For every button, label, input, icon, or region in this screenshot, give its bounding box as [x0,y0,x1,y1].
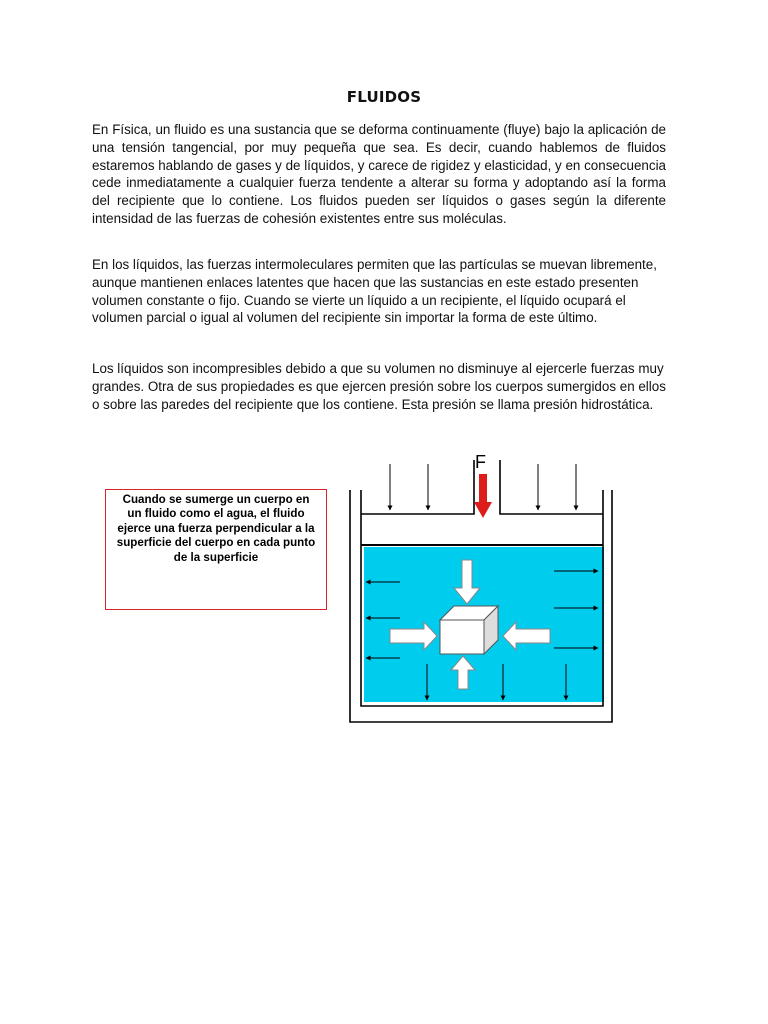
page-title: FLUIDOS [346,88,422,106]
hydrostatic-pressure-diagram [340,446,630,736]
callout-box [105,489,327,610]
force-label: F [475,452,486,472]
diagram-svg [340,446,630,736]
piston-left [361,460,474,514]
piston-right [500,460,603,514]
cube-front-face [440,620,484,654]
paragraph-liquids: En los líquidos, las fuerzas intermoleculares permiten que las partículas se muevan libremente, aunque mantienen enlaces latentes que hacen que las sustancias en este estado presenten volumen constante o fijo. Cuando se vierte un líquido a un recipiente, el líquido ocupará el volumen parcial o igual al volumen del recipiente sin importar la forma de este último. [92,257,657,326]
paragraph-definition: En Física, un fluido es una sustancia que se deforma continuamente (fluye) bajo la aplicación de una tensión tangencial, por muy pequeña que sea. Es decir, cuando hablemos de fluidos estaremos hablando de gases y de líquidos, y carece de rigidez y elasticidad, y en consecuencia cede inmediatamente a cualquier fuerza tendente a alterar su forma y adoptando así la forma del recipiente que lo contiene. Los fluidos pueden ser líquidos o gases según la diferente intensidad de las fuerzas de cohesión existentes entre sus moléculas. [92,122,666,226]
callout-text: Cuando se sumerge un cuerpo en un fluido como el agua, el fluido ejerce una fuerza perpendicular a la superficie del cuerpo en cada punto de la superficie [116,493,316,564]
paragraph-hydrostatic: Los líquidos son incompresibles debido a que su volumen no disminuye al ejercerle fuerzas muy grandes. Otra de sus propiedades es que ejercen presión sobre los cuerpos sumergidos en ellos o sobre las paredes del recipiente que los contiene. Esta presión se llama presión hidrostática. [92,361,666,412]
force-arrow [474,474,492,518]
